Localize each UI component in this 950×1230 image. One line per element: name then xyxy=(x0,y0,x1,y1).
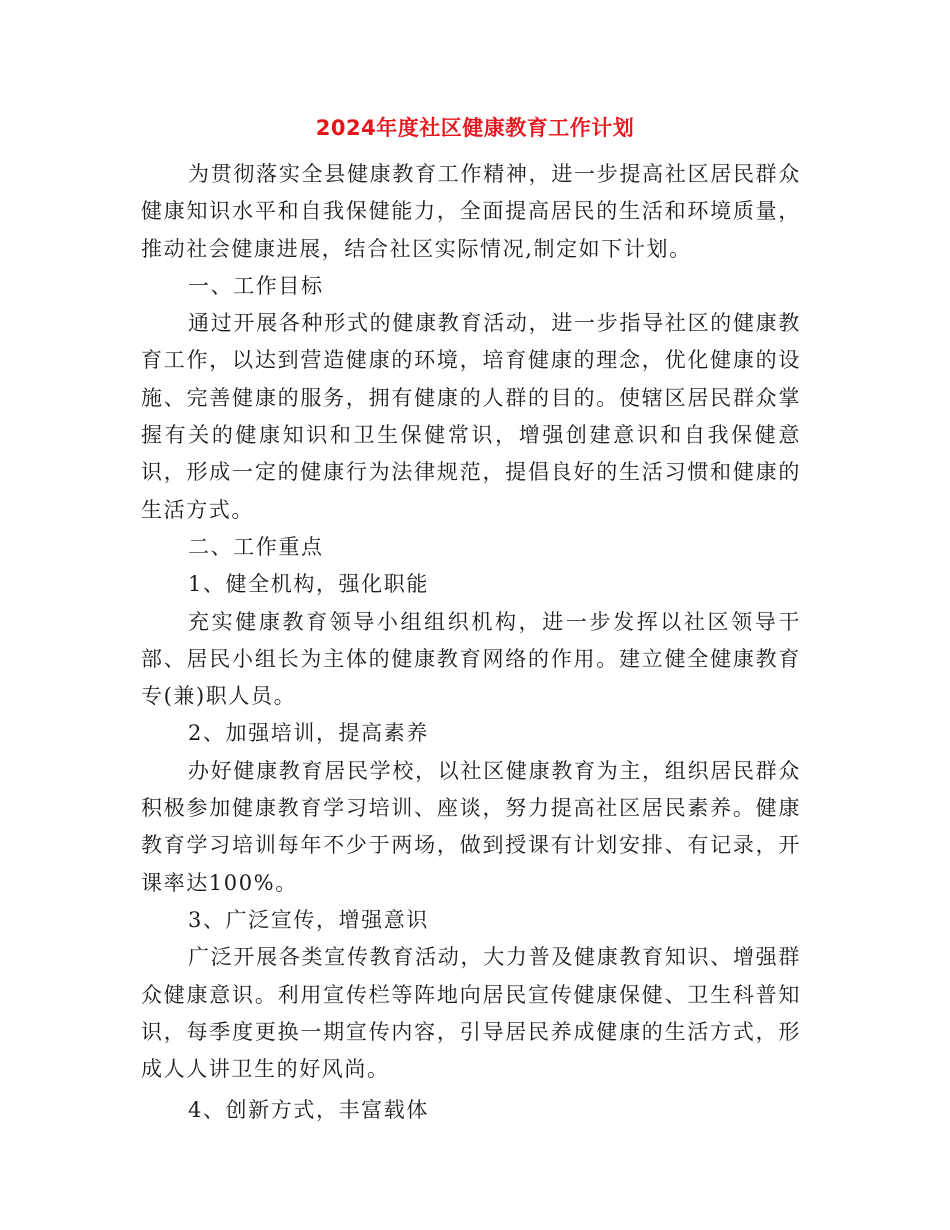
subheading-1: 1、健全机构，强化职能 xyxy=(188,572,429,597)
paragraph-3: 广泛开展各类宣传教育活动，大力普及健康教育知识、增强群众健康意识。利用宣传栏等阵地向居民宣传健康保健、卫生科普知识，每季度更换一期宣传内容，引导居民养成健康的生活方式，形成人人讲卫生的好风尚。 xyxy=(141,945,801,1082)
subheading-4: 4、创新方式，丰富载体 xyxy=(188,1098,429,1123)
document-body xyxy=(141,156,801,1130)
subheading-3: 3、广泛宣传，增强意识 xyxy=(188,907,429,932)
section-heading-focus: 二、工作重点 xyxy=(188,534,324,559)
goals-paragraph: 通过开展各种形式的健康教育活动，进一步指导社区的健康教育工作，以达到营造健康的环境，培育健康的理念，优化健康的设施、完善健康的服务，拥有健康的人群的目的。使辖区居民群众掌握有关的健康知识和卫生保健常识，增强创建意识和自我保健意识，形成一定的健康行为法律规范，提倡良好的生活习惯和健康的生活方式。 xyxy=(141,311,801,522)
subheading-2: 2、加强培训，提高素养 xyxy=(188,721,429,746)
section-heading-goals: 一、工作目标 xyxy=(188,273,324,298)
paragraph-2: 办好健康教育居民学校，以社区健康教育为主，组织居民群众积极参加健康教育学习培训、座谈，努力提高社区居民素养。健康教育学习培训每年不少于两场，做到授课有计划安排、有记录，开课率达100%。 xyxy=(141,758,801,895)
paragraph-1: 充实健康教育领导小组组织机构，进一步发挥以社区领导干部、居民小组长为主体的健康教育网络的作用。建立健全健康教育专(兼)职人员。 xyxy=(141,609,801,709)
document-title: 2024年度社区健康教育工作计划 xyxy=(315,116,635,140)
intro-paragraph: 为贯彻落实全县健康教育工作精神，进一步提高社区居民群众健康知识水平和自我保健能力，全面提高居民的生活和环境质量，推动社会健康进展，结合社区实际情况,制定如下计划。 xyxy=(141,162,801,261)
